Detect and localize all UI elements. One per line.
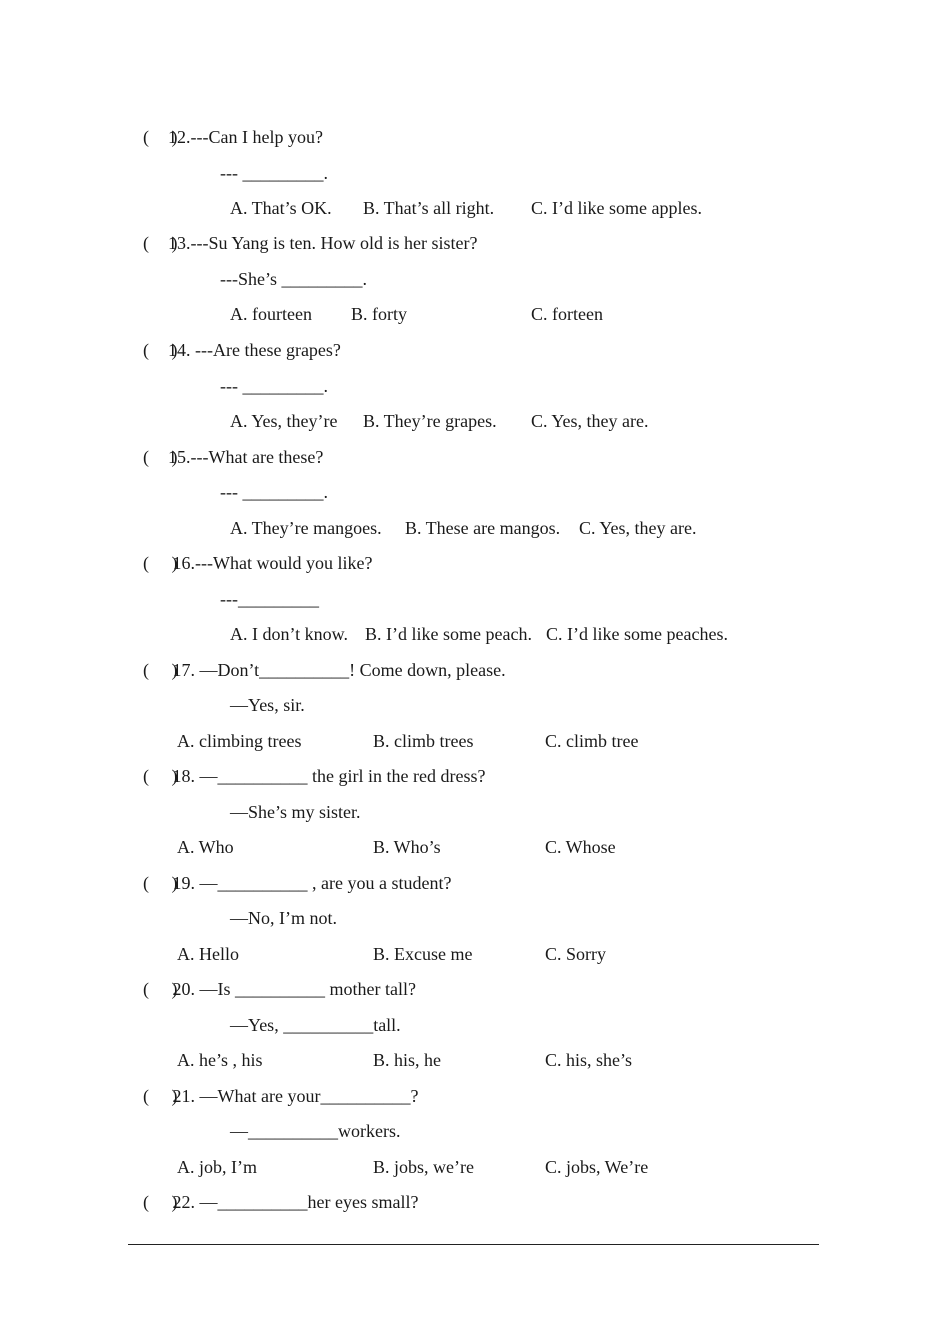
question-21-choice-a: A. job, I’m bbox=[177, 1157, 257, 1177]
question-12-choice-b: B. That’s all right. bbox=[363, 198, 495, 218]
question-15-answer: --- _________. bbox=[220, 482, 328, 502]
answer-blank: ( ) bbox=[143, 1192, 178, 1212]
question-20-choice-b: B. his, he bbox=[373, 1050, 442, 1070]
question-21-choice-c: C. jobs, We’re bbox=[545, 1157, 649, 1177]
question-16-answer: ---_________ bbox=[220, 589, 319, 609]
question-19-choice-a: A. Hello bbox=[177, 944, 239, 964]
question-18-choice-c: C. Whose bbox=[545, 837, 616, 857]
question-21-stem: 21. —What are your__________? bbox=[168, 1086, 419, 1106]
question-17-stem: 17. —Don’t__________! Come down, please. bbox=[168, 660, 506, 680]
question-20-stem: 20. —Is __________ mother tall? bbox=[168, 979, 416, 999]
question-15-stem: 15.---What are these? bbox=[168, 447, 324, 467]
question-21-answer: —__________workers. bbox=[230, 1121, 401, 1141]
question-14-answer: --- _________. bbox=[220, 376, 328, 396]
question-14-stem: 14. ---Are these grapes? bbox=[168, 340, 341, 360]
answer-blank: ( ) bbox=[143, 979, 178, 999]
question-17-choice-c: C. climb tree bbox=[545, 731, 639, 751]
question-13-stem: 13.---Su Yang is ten. How old is her sister? bbox=[168, 233, 478, 253]
question-14-choice-b: B. They’re grapes. bbox=[363, 411, 497, 431]
question-13-choice-c: C. forteen bbox=[531, 304, 603, 324]
question-17-choice-a: A. climbing trees bbox=[177, 731, 302, 751]
question-22-stem: 22. —__________her eyes small? bbox=[168, 1192, 419, 1212]
question-18-choice-a: A. Who bbox=[177, 837, 234, 857]
answer-blank: ( ) bbox=[143, 553, 178, 573]
answer-blank: ( ) bbox=[143, 660, 178, 680]
question-13-choice-a: A. fourteen bbox=[230, 304, 312, 324]
question-20-choice-a: A. he’s , his bbox=[177, 1050, 263, 1070]
answer-blank: ( ) bbox=[143, 127, 178, 147]
answer-blank: ( ) bbox=[143, 1086, 178, 1106]
question-19-choice-b: B. Excuse me bbox=[373, 944, 473, 964]
question-18-stem: 18. —__________ the girl in the red dress? bbox=[168, 766, 486, 786]
question-16-stem: 16.---What would you like? bbox=[168, 553, 373, 573]
question-15-choice-c: C. Yes, they are. bbox=[579, 518, 697, 538]
question-19-choice-c: C. Sorry bbox=[545, 944, 607, 964]
question-15-choice-a: A. They’re mangoes. bbox=[230, 518, 382, 538]
question-19-answer: —No, I’m not. bbox=[230, 908, 337, 928]
footer-divider bbox=[128, 1244, 819, 1245]
question-20-answer: —Yes, __________tall. bbox=[230, 1015, 401, 1035]
question-13-answer: ---She’s _________. bbox=[220, 269, 367, 289]
answer-blank: ( ) bbox=[143, 340, 178, 360]
question-18-answer: —She’s my sister. bbox=[230, 802, 361, 822]
question-12-choice-c: C. I’d like some apples. bbox=[531, 198, 702, 218]
question-20-choice-c: C. his, she’s bbox=[545, 1050, 633, 1070]
question-16-choice-a: A. I don’t know. bbox=[230, 624, 348, 644]
question-14-choice-a: A. Yes, they’re bbox=[230, 411, 338, 431]
question-16-choice-c: C. I’d like some peaches. bbox=[546, 624, 728, 644]
question-17-choice-b: B. climb trees bbox=[373, 731, 474, 751]
question-17-answer: —Yes, sir. bbox=[230, 695, 305, 715]
question-15-choice-b: B. These are mangos. bbox=[405, 518, 561, 538]
question-21-choice-b: B. jobs, we’re bbox=[373, 1157, 474, 1177]
question-12-stem: 12.---Can I help you? bbox=[168, 127, 323, 147]
answer-blank: ( ) bbox=[143, 873, 178, 893]
question-19-stem: 19. —__________ , are you a student? bbox=[168, 873, 452, 893]
question-18-choice-b: B. Who’s bbox=[373, 837, 441, 857]
answer-blank: ( ) bbox=[143, 447, 178, 467]
answer-blank: ( ) bbox=[143, 233, 178, 253]
question-13-choice-b: B. forty bbox=[351, 304, 407, 324]
question-12-choice-a: A. That’s OK. bbox=[230, 198, 332, 218]
answer-blank: ( ) bbox=[143, 766, 178, 786]
question-12-answer: --- _________. bbox=[220, 163, 328, 183]
question-14-choice-c: C. Yes, they are. bbox=[531, 411, 649, 431]
question-16-choice-b: B. I’d like some peach. bbox=[365, 624, 532, 644]
